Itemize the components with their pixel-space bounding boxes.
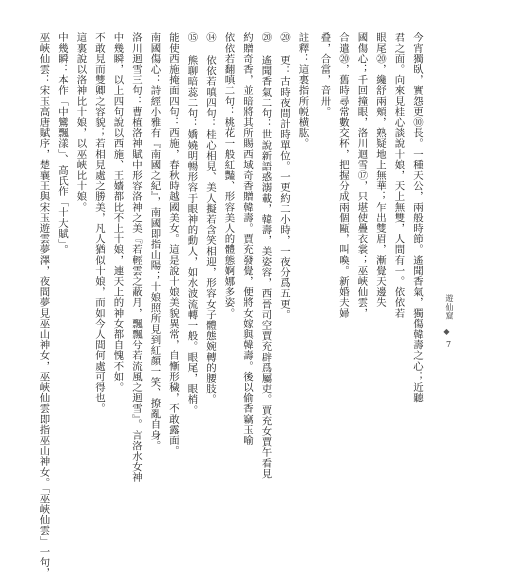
annotation-column: 依依若翻嗔二句：桃花一般紅豔、形容美人的體態婀娜多姿。 [222,32,235,319]
annotation-column: ⑮ 熊聊暗蕊二句：嬌嬈明暢形容于眼神的動人，如水波流轉一般。眼尾，眼梢。 [185,32,198,416]
annotation-column: 南國傷心：詩經小雅有『南國之紀』，南國即指山陽；十娘照所見到紅顏一笑、撩亂自身。 [148,32,161,451]
annotation-column: 巫峽仙雲：宋玉高唐賦序，楚襄王與宋玉遊雲夢澤，夜間夢見巫山神女，巫峽仙雲即指巫山神女。「巫峽仙雲」一句， [37,32,50,578]
text-column: 今宵獨臥，實怨更⑩長。一種天公，兩般時節。遙聞香氣，獨傷韓壽之心；近聽 [411,32,423,403]
text-column: 眼尾⑳，纔舒兩頰，熟疑地上無華；乍出雙眉，漸覺天邊失 [374,32,386,308]
annotation-column: ⑭ 依依若嗔四句：桂心相見、美人擬若含笑相迎，形容女子體態婉轉的腰肢。 [204,32,216,405]
annotation-column: 中幾瞬：本作「中鸞飄漾」、高氏作「十大賦」。 [56,32,68,255]
page-number: 7 [444,340,453,349]
annotation-column: 約贈奇香，並暗將其所賜西域奇香贈韓壽。賈充發覺，便將女嫁與韓壽。後以偷香竊玉喻 [241,32,253,446]
ornament-icon: ◆ [442,327,451,336]
annotation-column: 洛川迴雪三句：曹植洛神賦中形容洛神之美『若輕雲之蔽月，飄飄兮若流風之迴雪』。言洛水女神 [130,32,142,483]
text-column: 國傷心；千回撞眼，洛川迴雪⑰，只堪使疊衣裳；巫峽仙雲， [355,32,368,319]
annotation-column: 中幾瞬，以上四句說以西施、王嬙都比不上十娘，連天上的神女都自愧不如。 [111,32,124,393]
annotation-column: 不敢見而雙卿之容貌；若相見處之勝美，凡人猶似十娘，而如今人間何處可得也。 [93,32,105,414]
text-column: 君之面。向來見桂心談說十娘，天上無雙，人間有一。依依若 [392,32,405,319]
annotation-column: 這裏說以洛神比十娘，以巫峽比十娘。 [74,32,87,213]
annotation-column: 註釋：這裏指所帨横肱。 [296,32,309,149]
annotation-column: ⑳ 遙聞香氣二句：世說新語惑溺載，韓壽，美姿容，西晉司空賈充辟爲屬吏。賈充女賈午看見 [259,32,272,479]
running-head: 遊仙窟 [445,294,454,321]
text-column: 叠，合當，音卅。 [318,32,331,117]
annotation-column: 能使西施掩面四句：西施，春秋時越國美女。這是說十娘美貌異常，自慚形穢，不敢露面。 [167,32,179,456]
vertical-text-block [37,32,424,578]
annotation-column: ⑳ 更：古時夜間計時單位。一更約二小時，一夜分爲五更。 [278,32,290,320]
text-column: 合遣⑳，舊時尋常數交杯，把握分成兩個甌，叫喚。新婚夫婦 [337,32,349,319]
